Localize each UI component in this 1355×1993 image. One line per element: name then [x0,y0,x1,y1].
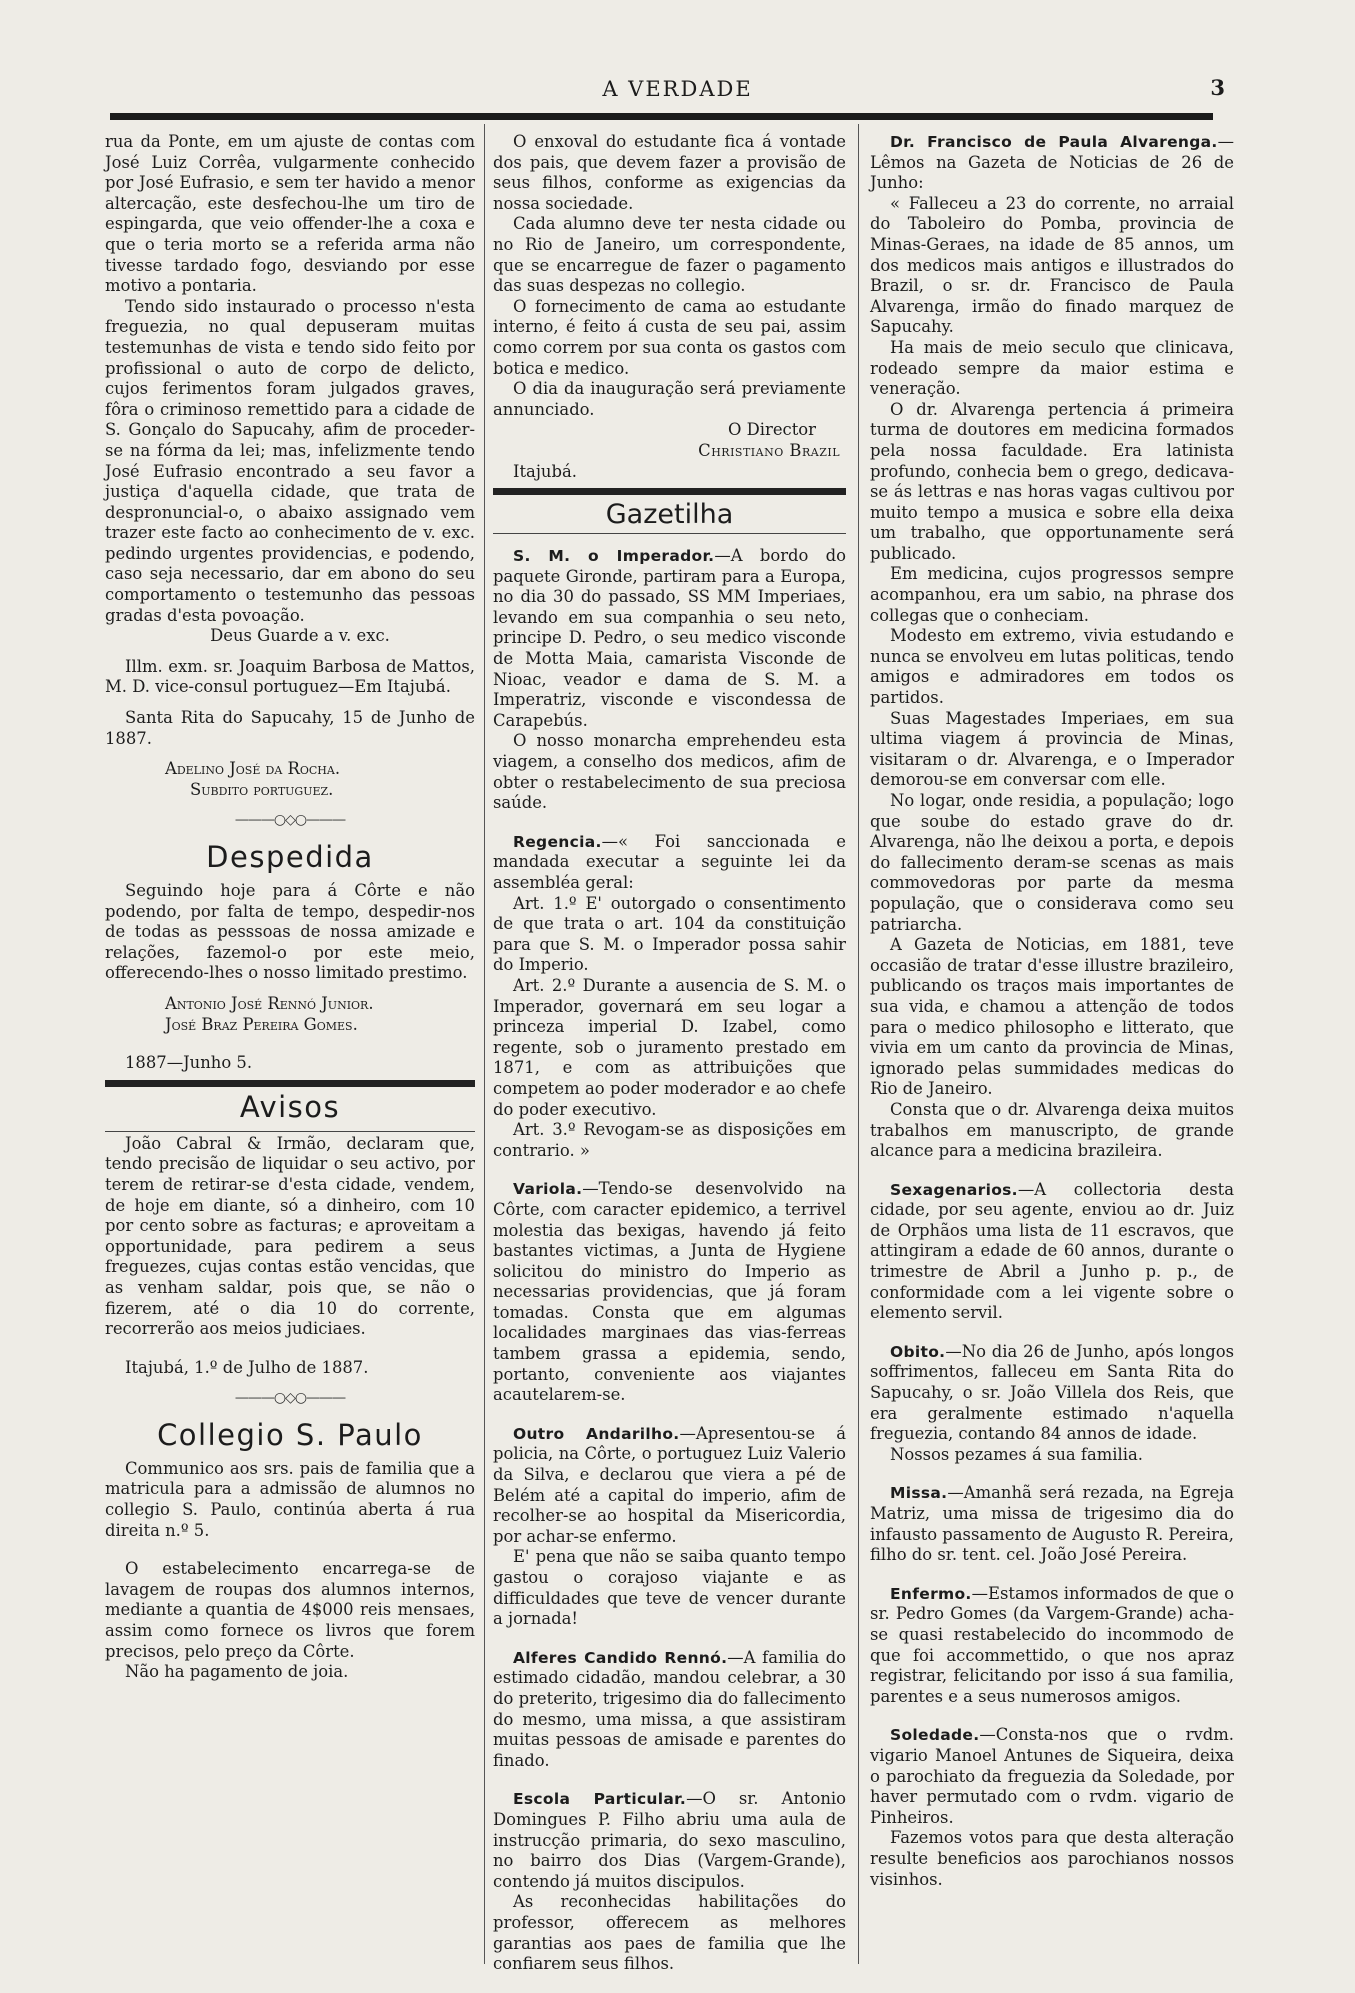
heading-collegio: Collegio S. Paulo [157,1417,423,1452]
paragraph: A Gazeta de Noticias, em 1881, teve occasião de tratar d'esse illustre brazileiro, publicando os traços mais importantes de sua vida, e chamou a attenção de todos para o medico philosopho e litterato, que vivia em um canto da provincia de Minas, ignorado pelas summidades medicas do Rio de Janeiro. [870,935,1234,1099]
news-item [493,1179,846,1424]
paragraph: O dia da inauguração será previamente annunciado. [493,379,846,419]
news-item [870,132,1234,1180]
news-paragraph [870,1180,1234,1324]
paragraph: Art. 2.º Durante a ausencia de S. M. o Imperador, governará em seu logar a princeza imperial D. Izabel, como regente, sob o juramento prestado em 1871, e com as attribuições que competem ao poder moderador e ao chefe do poder executivo. [493,975,846,1119]
news-title: Missa. [890,1484,948,1503]
paragraph: No logar, onde residia, a população; logo que soube do estado grave do dr. Alvarenga, não lhe deixou a porta, e depois do fallecimento deram-se scenas as mais commovedoras por parte da mesma população, que o considerava como seu patriarcha. [870,791,1234,934]
news-paragraph [870,1725,1234,1828]
news-text: —« Foi sanccionada e mandada executar a seguinte lei da assembléa geral: [493,831,846,892]
signature: Adelino José da Rocha. [165,759,341,779]
paragraph: O fornecimento de cama ao estudante interno, é feito á custa de seu pai, assim como correm por sua conta os gastos com botica e medico. [493,296,846,378]
news-item [493,1648,846,1790]
news-title: Enfermo. [890,1584,972,1603]
news-paragraph [493,1789,846,1892]
signature: José Braz Pereira Gomes. [165,1014,358,1034]
news-title: Outro Andarilho. [513,1424,680,1443]
paragraph: João Cabral & Irmão, declaram que, tendo precisão de liquidar o seu activo, por terem de retirar-se d'esta cidade, vendem, de hoje em diante, só a dinheiro, com 10 por cento sobre as facturas; e aproveitam a opportunidade, para pedirem a seus freguezes, cujas contas estão vencidas, que as venham saldar, pois que, se não o fizerem, até o dia 10 do corrente, recorrerão aos meios judiciaes. [105,1133,475,1339]
news-text: —O sr. Antonio Domingues P. Filho abriu uma aula de instrucção primaria, do sexo masculino, no bairro dos Dias (Vargem-Grande), contendo já muitos discipulos. [493,1789,846,1891]
paragraph: O nosso monarcha emprehendeu esta viagem, a conselho dos medicos, afim de obter o restabelecimento de sua preciosa saúde. [493,731,846,813]
director-label: O Director [727,420,816,440]
paragraph: Em medicina, cujos progressos sempre acompanhou, era um sabio, na phrase dos collegas que o conheciam. [870,564,1234,625]
heading-avisos: Avisos [239,1089,341,1124]
news-item [870,1180,1234,1342]
page-number: 3 [1210,75,1225,100]
news-text: —Tendo-se desenvolvido na Côrte, com caracter epidemico, a terrivel molestia das bexigas, havendo já feito bastantes victimas, a Junta de Hygiene solicitou do ministro do Imperio as necessarias providencias, que já foram tomadas. Consta que em algumas localidades marginaes das vias-ferreas tambem grassa a epidemia, sendo, portanto, conveniente aos viajantes acautelarem-se. [493,1179,846,1405]
paragraph: Fazemos votos para que desta alteração resulte beneficios aos parochianos nossos visinhos. [870,1828,1234,1889]
heading-despedida: Despedida [206,840,374,874]
column-3 [870,132,1234,1908]
column-divider [484,124,485,1964]
news-text: —Amanhã será rezada, na Egreja Matriz, uma missa de trigesimo dia do infausto passamento de Augusto R. Pereira, filho do sr. tent. cel. João José Pereira. [870,1483,1234,1565]
news-title: Sexagenarios. [890,1180,1018,1199]
masthead [0,73,1355,113]
news-text: —Consta-nos que o rvdm. vigario Manoel Antunes de Siqueira, deixa o parochiato da freguezia da Soledade, por haver permutado com o rvdm. vigario de Pinheiros. [870,1725,1234,1827]
section-rule [105,1131,475,1132]
news-item [870,1342,1234,1484]
paragraph: Cada alumno deve ter nesta cidade ou no Rio de Janeiro, um correspondente, que se encarregue de fazer o pagamento das suas despezas no collegio. [493,214,846,296]
place: Itajubá. [513,461,577,481]
news-paragraph [493,546,846,731]
news-item [493,832,846,1180]
heading-gazetilha: Gazetilha [605,499,734,531]
news-title: Escola Particular. [513,1790,687,1809]
signature: Antonio José Rennó Junior. [165,993,374,1013]
section-rule [105,1080,475,1087]
news-text: —Lêmos na Gazeta de Noticias de 26 de Junho: [870,132,1234,193]
news-item [870,1725,1234,1908]
paragraph: Não ha pagamento de joia. [125,1662,349,1682]
closing-line: Deus Guarde a v. exc. [210,626,390,646]
dateline: Itajubá, 1.º de Julho de 1887. [125,1357,369,1377]
paragraph: O dr. Alvarenga pertencia á primeira turma de doutores em medicina formados pela nossa faculdade. Era latinista profundo, conhecia bem o grego, dedicava-se ás lettras e nas horas vagas cultivou por muito tempo a musica e sobre ella deixa um trabalho, que opportunamente será publicado. [870,399,1234,563]
newspaper-title: A VERDADE [602,77,753,101]
masthead-rule [110,113,1213,120]
news-text: —No dia 26 de Junho, após longos soffrimentos, falleceu em Santa Rita do Sapucahy, o sr. João Villela dos Reis, que era geralmente estimado n'aquella freguezia, contando 84 annos de idade. [870,1341,1234,1444]
signature-title: Subdito portuguez. [190,779,334,799]
news-title: Alferes Candido Rennó. [513,1648,728,1667]
paragraph: Seguindo hoje para á Côrte e não podendo, por falta de tempo, despedir-nos de todas as pesssoas de nossa amizade e relações, fazemol-o por este meio, offerecendo-lhes o nosso limitado prestimo. [105,881,475,983]
paragraph: Ha mais de meio seculo que clinicava, rodeado sempre da maior estima e veneração. [870,337,1234,399]
news-paragraph [493,1179,846,1406]
news-title: Dr. Francisco de Paula Alvarenga. [890,133,1218,151]
column-2 [493,132,846,1993]
news-item [870,1483,1234,1583]
news-text: —A familia do estimado cidadão, mandou celebrar, a 30 do preterito, trigesimo dia do fallecimento do mesmo, uma missa, a que assistiram muitas pessoas de amisade e parentes do finado. [493,1647,846,1770]
paragraph: O estabelecimento encarrega-se de lavagem de roupas dos alumnos internos, mediante a quantia de 4$000 reis mensaes, assim como fornece os livros que forem precisos, pelo preço da Côrte. [105,1559,475,1661]
paragraph: « Falleceu a 23 do corrente, no arraial do Taboleiro do Pomba, provincia de Minas-Geraes, na idade de 85 annos, um dos medicos mais antigos e illustrados do Brazil, o sr. dr. Francisco de Paula Alvarenga, irmão do finado marquez de Sapucahy. [870,193,1234,337]
news-title: Soledade. [890,1726,980,1745]
paragraph: Art. 3.º Revogam-se as disposições em contrario. » [493,1120,846,1160]
news-text: —Apresentou-se á policia, na Côrte, o portuguez Luiz Valerio da Silva, e declarou que viera a pé de Belém até a capital do imperio, afim de recolher-se ao hospital da Misericordia, por achar-se enfermo. [493,1423,846,1546]
paragraph: rua da Ponte, em um ajuste de contas com José Luiz Corrêa, vulgarmente conhecido por José Eufrasio, e sem ter havido a menor altercação, este desfechou-lhe um tiro de espingarda, que veio offender-lhe a coxa e que o teria morto se a referida arma não tivesse tardado fogo, desviando por esse motivo a pontaria. [105,132,475,296]
paragraph: Modesto em extremo, vivia estudando e nunca se envolveu em lutas politicas, tendo amigos e admiradores em todos os partidos. [870,626,1234,708]
ornament-divider: ———○◇○——— [234,1390,346,1407]
paragraph: E' pena que não se saiba quanto tempo gastou o corajoso viajante e as difficuldades que teve de vencer durante a jornada! [493,1547,846,1629]
news-title: Variola. [513,1180,583,1199]
news-title: Obito. [890,1342,946,1361]
news-item [493,1789,846,1992]
paragraph: Consta que o dr. Alvarenga deixa muitos trabalhos em manuscripto, de grande alcance para a medicina brazileira. [870,1099,1234,1161]
paragraph: Communico aos srs. pais de familia que a matricula para a admissão de alumnos no collegio S. Paulo, continúa aberta á rua direita n.º 5. [105,1458,475,1540]
paragraph: O enxoval do estudante fica á vontade dos pais, que devem fazer a provisão de seus filhos, conforme as exigencias da nossa sociedade. [493,132,846,213]
news-item [493,1424,846,1648]
news-text: —A bordo do paquete Gironde, partiram para a Europa, no dia 30 do passado, SS MM Imperiaes, levando em sua companhia o seu neto, principe D. Pedro, o seu medico visconde de Motta Maia, camarista Visconde de Nioac, veador e dama de S. M. a Imperatriz, visconde e viscondessa de Carapebús. [493,546,846,730]
news-text: —Estamos informados de que o sr. Pedro Gomes (da Vargem-Grande) acha-se quasi restabelecido do incommodo de que foi accommettido, o que nos apraz registrar, felicitando por isso á sua familia, parentes e a seus numerosos amigos. [870,1583,1234,1706]
dateline: Santa Rita do Sapucahy, 15 de Junho de 1887. [105,708,475,748]
news-paragraph [870,1342,1234,1445]
news-item [870,1584,1234,1726]
news-paragraph [493,832,846,894]
news-item [493,546,846,832]
paragraph: Suas Magestades Imperiaes, em sua ultima viagem á provincia de Minas, visitaram o dr. Alvarenga, e o Imperador demorou-se em conversar com elle. [870,708,1234,790]
dateline: 1887—Junho 5. [125,1053,253,1073]
column-divider [858,124,859,1964]
section-rule [493,488,846,495]
news-paragraph [493,1424,846,1548]
paragraph: Tendo sido instaurado o processo n'esta freguezia, no qual depuseram muitas testemunhas de vista e tendo sido feito por profissional o auto de corpo de delicto, cujos ferimentos foram julgados graves, fôra o criminoso remettido para a cidade de S. Gonçalo do Sapucahy, afim de proceder-se na fórma da lei; mas, infelizmente tendo José Eufrasio encontrado a seu favor a justiça d'aquella cidade, que trata de despronuncial-o, o abaixo assignado vem trazer este facto ao conhecimento de v. exc. pedindo urgentes providencias, e podendo, caso seja necessario, dar em abono do seu comportamento o testemunho das pessoas gradas d'esta povoação. [105,296,475,625]
news-paragraph [870,132,1234,194]
column-1 [105,132,475,1683]
news-paragraph [870,1483,1234,1565]
news-text: —A collectoria desta cidade, por seu agente, enviou ao dr. Juiz de Orphãos uma lista de 11 escravos, que attingiram a edade de 60 annos, durante o trimestre de Abril a Junho p. p., de conformidade com a lei vigente sobre o elemento servil. [870,1179,1234,1323]
news-title: Regencia. [513,832,602,851]
news-paragraph [493,1648,846,1772]
news-items [493,546,846,1993]
director-name: Christiano Brazil [698,440,840,460]
ornament-divider: ———○◇○——— [234,812,346,829]
paragraph: Nossos pezames á sua familia. [890,1444,1144,1464]
news-items [870,132,1234,1908]
news-title: S. M. o Imperador. [513,547,715,566]
paragraph: As reconhecidas habilitações do professor, offerecem as melhores garantias aos paes de familia que lhe confiarem seus filhos. [493,1892,846,1974]
paragraph: Art. 1.º E' outorgado o consentimento de que trata o art. 104 da constituição para que S. M. o Imperador possa sahir do Imperio. [493,893,846,975]
paragraph: Illm. exm. sr. Joaquim Barbosa de Mattos, M. D. vice-consul portuguez—Em Itajubá. [105,656,475,697]
section-rule [493,533,846,534]
news-paragraph [870,1584,1234,1708]
